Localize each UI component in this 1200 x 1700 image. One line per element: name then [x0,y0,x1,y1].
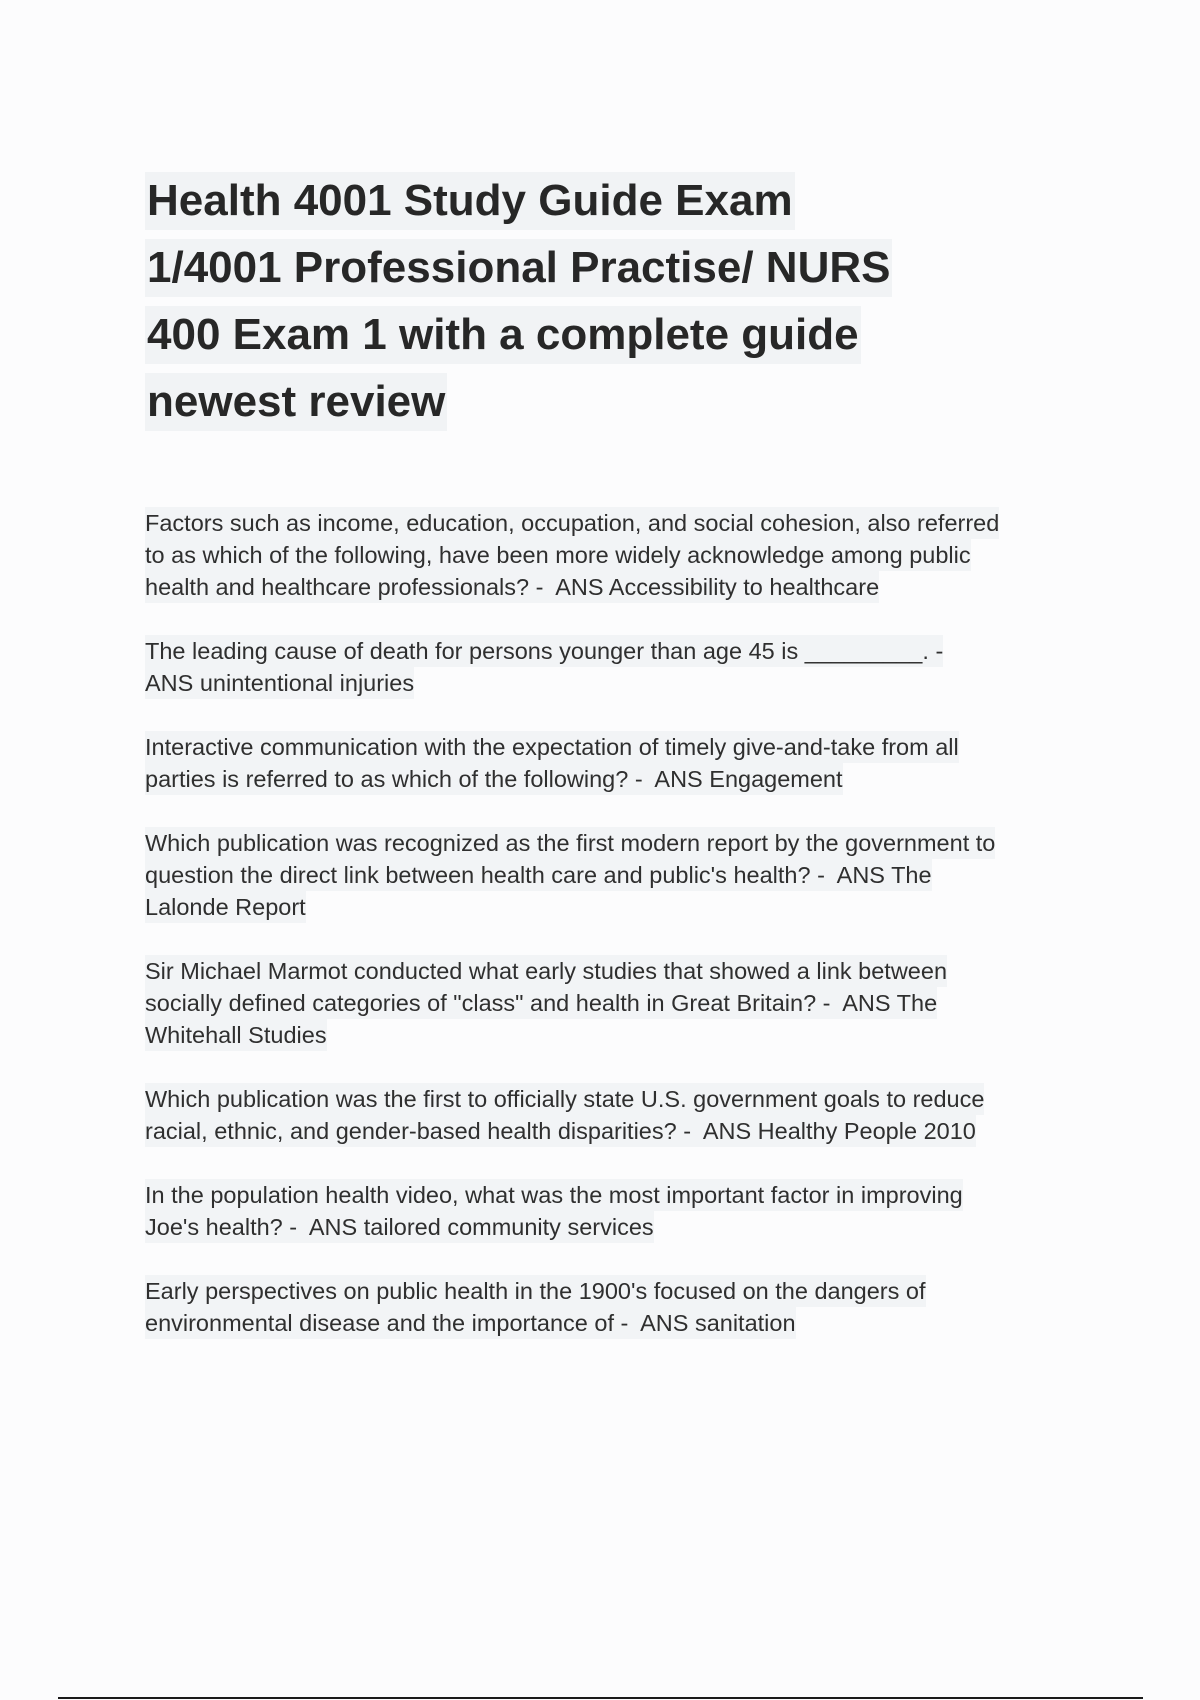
question-answer-item [145,507,1045,603]
text-line: socially defined categories of "class" and health in Great Britain? - ANS The [145,987,937,1019]
text-line: Early perspectives on public health in the 1900's focused on the dangers of [145,1275,926,1307]
text-line: parties is referred to as which of the following? - ANS Engagement [145,763,843,795]
question-answer-item [145,1275,1045,1339]
question-answer-list [145,507,1045,1371]
question-answer-item [145,827,1045,923]
text-line: health and healthcare professionals? - ANS Accessibility to healthcare [145,571,879,603]
question-answer-item [145,1179,1045,1243]
title-line: 1/4001 Professional Practise/ NURS [145,239,892,297]
question-answer-item [145,1083,1045,1147]
text-line: to as which of the following, have been more widely acknowledge among public [145,539,971,571]
title-line: Health 4001 Study Guide Exam [145,172,795,230]
text-line: Sir Michael Marmot conducted what early studies that showed a link between [145,955,947,987]
footer-divider [58,1697,1143,1699]
text-line: environmental disease and the importance of - ANS sanitation [145,1307,796,1339]
question-answer-item [145,731,1045,795]
text-line: In the population health video, what was the most important factor in improving [145,1179,963,1211]
text-line: question the direct link between health care and public's health? - ANS The [145,859,932,891]
text-line: racial, ethnic, and gender-based health disparities? - ANS Healthy People 2010 [145,1115,976,1147]
text-line: ANS unintentional injuries [145,667,414,699]
text-line: Joe's health? - ANS tailored community services [145,1211,654,1243]
question-answer-item [145,955,1045,1051]
text-line: Which publication was recognized as the first modern report by the government to [145,827,995,859]
text-line: Whitehall Studies [145,1019,327,1051]
title-line: newest review [145,373,447,431]
question-answer-item [145,635,1045,699]
text-line: Interactive communication with the expectation of timely give-and-take from all [145,731,959,763]
text-line: Lalonde Report [145,891,306,923]
text-line: Which publication was the first to officially state U.S. government goals to reduce [145,1083,984,1115]
document-title [145,172,995,440]
text-line: Factors such as income, education, occupation, and social cohesion, also referred [145,507,999,539]
text-line: The leading cause of death for persons younger than age 45 is _________. - [145,635,943,667]
title-line: 400 Exam 1 with a complete guide [145,306,861,364]
